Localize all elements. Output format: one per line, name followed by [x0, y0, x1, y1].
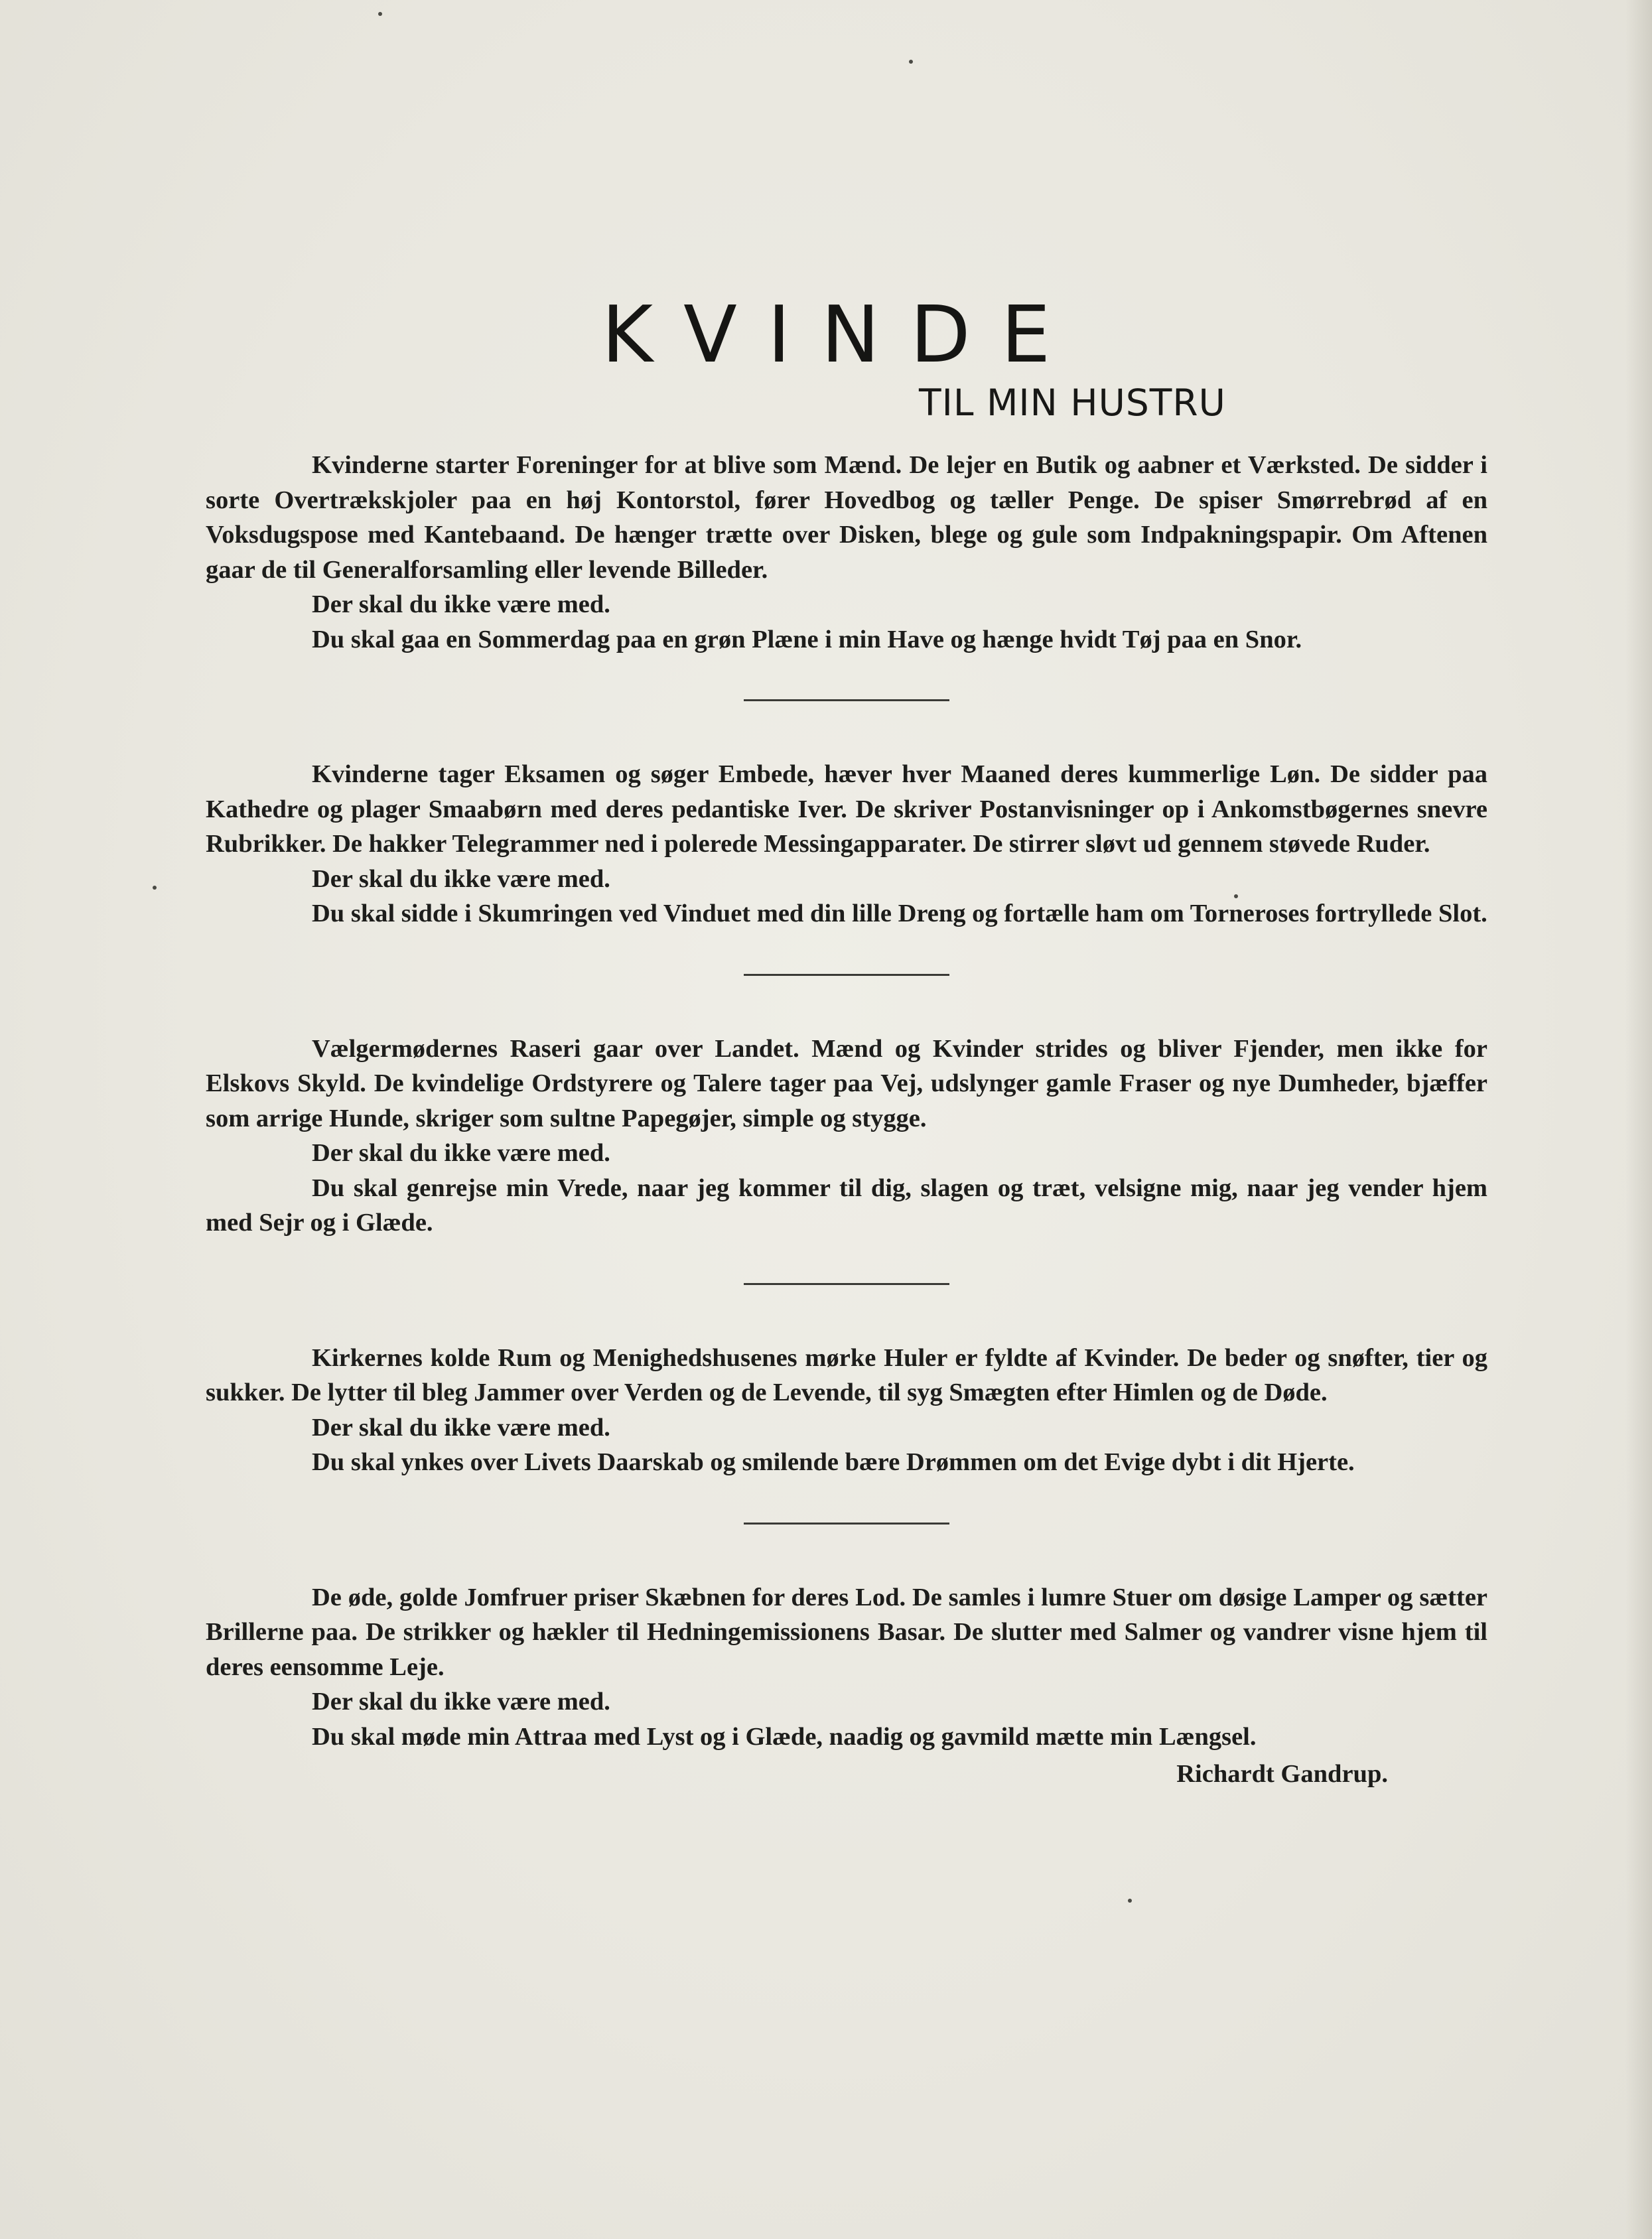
stanza-response: Du skal gaa en Sommerdag paa en grøn Plæne i min Have og hænge hvidt Tøj paa en Snor. [312, 625, 1302, 653]
poem-title: KVINDE [601, 289, 1081, 381]
stanza-3 [206, 1032, 1487, 1241]
section-divider [744, 974, 949, 976]
stanza-response: Du skal ynkes over Livets Daarskab og smilende bære Drømmen om det Evige dybt i dit Hjerte. [312, 1448, 1355, 1476]
stanza-paragraph: Kvinderne starter Foreninger for at blive som Mænd. De lejer en Butik og aabner et Værksted. De sidder i sorte Overtrækskjoler paa en høj Kontorstol, fører Hovedbog og tæller Penge. De spiser Smørrebrød af en Voksdugspose med Kantebaand. De hænger trætte over Disken, blege og gule som Indpakningspapir. Om Aftenen gaar de til Generalforsamling eller levende Billeder. [206, 451, 1487, 584]
dedication: TIL MIN HUSTRU [919, 381, 1226, 424]
paper-speck [909, 60, 913, 64]
stanza-refrain: Der skal du ikke være med. [312, 1413, 610, 1442]
stanza-refrain: Der skal du ikke være med. [312, 864, 610, 893]
paper-speck [1128, 1899, 1132, 1903]
stanza-response: Du skal sidde i Skumringen ved Vinduet med din lille Dreng og fortælle ham om Torneroses fortryllede Slot. [312, 900, 1487, 927]
stanza-refrain: Der skal du ikke være med. [312, 1688, 610, 1716]
section-divider [744, 1523, 949, 1525]
stanza-refrain: Der skal du ikke være med. [312, 1139, 610, 1167]
stanza-response: Du skal møde min Attraa med Lyst og i Glæde, naadig og gavmild mætte min Længsel. [312, 1722, 1257, 1751]
stanza-5 [206, 1580, 1487, 1755]
paper-speck [378, 12, 382, 16]
stanza-1 [206, 448, 1487, 657]
stanza-refrain: Der skal du ikke være med. [312, 590, 610, 618]
stanza-response: Du skal genrejse min Vrede, naar jeg kommer til dig, slagen og træt, velsigne mig, naar jeg vender hjem med Sejr og i Glæde. [206, 1174, 1487, 1237]
stanza-paragraph: De øde, golde Jomfruer priser Skæbnen for deres Lod. De samles i lumre Stuer om døsige Lamper og sætter Brillerne paa. De strikker og hækler til Hedningemissionens Basar. De slutter med Salmer og vandrer visne hjem til deres eensomme Leje. [206, 1583, 1487, 1681]
author-signature: Richardt Gandrup. [1176, 1760, 1388, 1788]
stanza-paragraph: Kvinderne tager Eksamen og søger Embede, hæver hver Maaned deres kummerlige Løn. De sidder paa Kathedre og plager Smaabørn med deres pedantiske Iver. De skriver Postanvisninger op i Ankomstbøgernes snevre Rubrikker. De hakker Telegrammer ned i polerede Messingapparater. De stirrer sløvt ud gennem støvede Ruder. [206, 760, 1487, 858]
stanza-2 [206, 757, 1487, 931]
stanza-4 [206, 1341, 1487, 1480]
paper-speck [153, 886, 157, 890]
stanza-paragraph: Kirkernes kolde Rum og Menighedshusenes mørke Huler er fyldte af Kvinder. De beder og snøfter, tier og sukker. De lytter til bleg Jammer over Verden og de Levende, til syg Smægten efter Himlen og de Døde. [206, 1343, 1487, 1406]
poem-body [206, 448, 1487, 1792]
stanza-paragraph: Vælgermødernes Raseri gaar over Landet. Mænd og Kvinder strides og bliver Fjender, men ikke for Elskovs Skyld. De kvindelige Ordstyrere og Talere tager paa Vej, udslynger gamle Fraser og nye Dumheder, bjæffer som arrige Hunde, skriger som sultne Papegøjer, simple og stygge. [206, 1034, 1487, 1132]
section-divider [744, 699, 949, 701]
section-divider [744, 1283, 949, 1285]
